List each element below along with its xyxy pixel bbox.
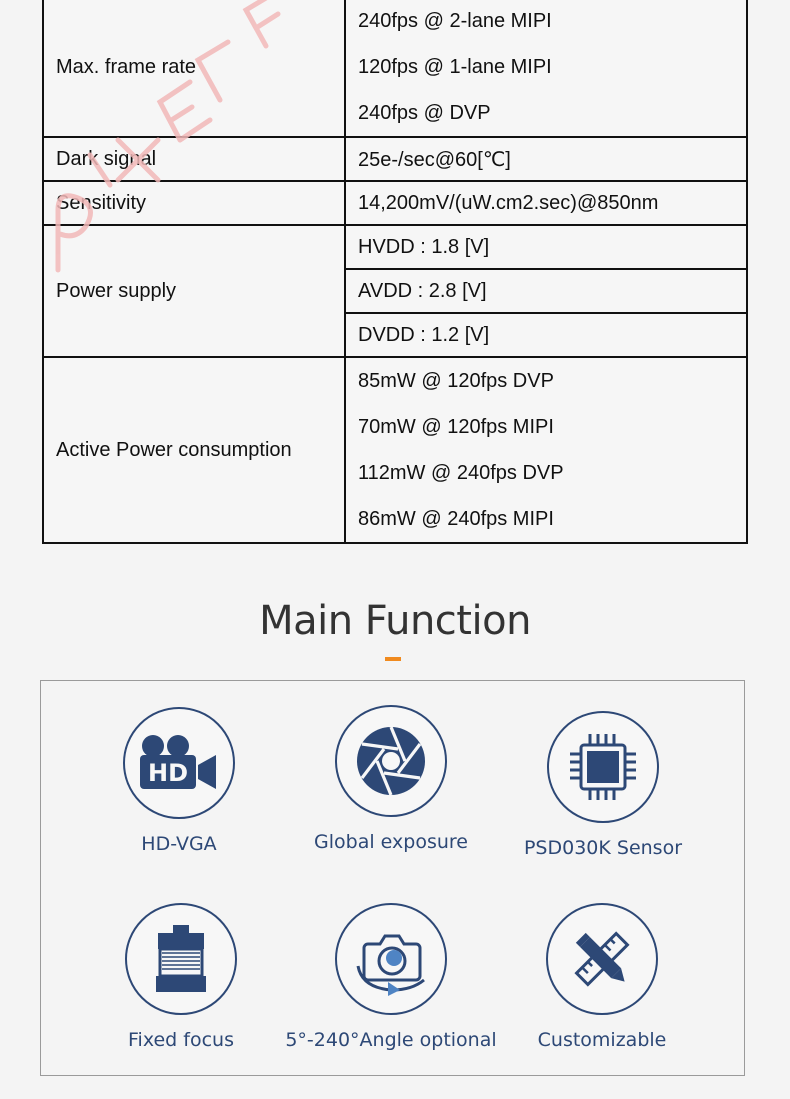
function-label: Customizable (537, 1029, 667, 1051)
value-line: 240fps @ 2-lane MIPI (358, 10, 552, 32)
spec-table (42, 0, 748, 544)
value-line: 240fps @ DVP (358, 102, 491, 124)
title-accent-bar (385, 657, 401, 661)
table-row-sensitivity (43, 181, 747, 225)
function-item-fixed-focus (71, 903, 291, 1051)
value-line: 86mW @ 240fps MIPI (358, 508, 554, 530)
label-dark-signal: Dark signal (43, 137, 345, 181)
main-function-panel (40, 680, 745, 1076)
pencil-ruler-icon (546, 903, 658, 1015)
function-item-psd030k-sensor (493, 711, 713, 859)
label-power-supply: Power supply (43, 225, 345, 357)
function-item-customizable (492, 903, 712, 1051)
section-title: Main Function (259, 598, 531, 644)
hd-camera-icon (123, 707, 235, 819)
value-line: 70mW @ 120fps MIPI (358, 416, 554, 438)
svg-text:HD: HD (147, 759, 189, 787)
function-label: Global exposure (314, 831, 468, 853)
value-max-frame-rate (345, 0, 747, 137)
function-item-angle-optional (281, 903, 501, 1051)
table-row-active-power (43, 357, 747, 543)
value-line: 85mW @ 120fps DVP (358, 370, 554, 392)
value-line: 120fps @ 1-lane MIPI (358, 56, 552, 78)
label-max-frame-rate: Max. frame rate (43, 0, 345, 137)
function-label: PSD030K Sensor (523, 837, 683, 859)
function-item-global-exposure (281, 705, 501, 853)
chip-icon (547, 711, 659, 823)
function-label: Fixed focus (128, 1029, 234, 1051)
label-sensitivity: Sensitivity (43, 181, 345, 225)
table-row-dark-signal (43, 137, 747, 181)
rotate-camera-icon (335, 903, 447, 1015)
value-line: 112mW @ 240fps DVP (358, 462, 564, 484)
function-label: HD-VGA (141, 833, 217, 855)
value-dvdd: DVDD : 1.2 [V] (345, 313, 747, 357)
value-avdd: AVDD : 2.8 [V] (345, 269, 747, 313)
lens-module-icon (125, 903, 237, 1015)
value-hvdd: HVDD : 1.8 [V] (345, 225, 747, 269)
aperture-icon (335, 705, 447, 817)
label-active-power: Active Power consumption (43, 357, 345, 543)
value-active-power (345, 357, 747, 543)
value-sensitivity: 14,200mV/(uW.cm2.sec)@850nm (345, 181, 747, 225)
value-dark-signal: 25e-/sec@60[℃] (345, 137, 747, 181)
table-row-power-supply-1 (43, 225, 747, 269)
table-row-max-frame-rate (43, 0, 747, 137)
function-label: 5°-240°Angle optional (285, 1029, 497, 1051)
function-item-hd-vga (69, 707, 289, 855)
